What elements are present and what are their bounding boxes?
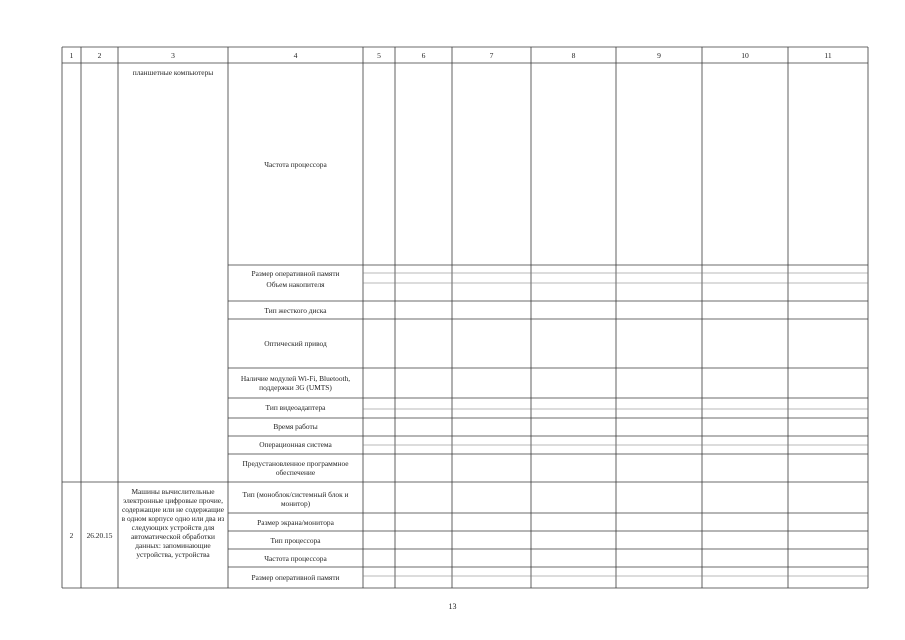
spec-ram-size-2: Размер оперативной памяти (251, 573, 340, 582)
spec-cpu-frequency: Частота процессора (264, 160, 327, 169)
spec-preinstalled-software: Предустановленное программное обеспечение (242, 459, 349, 477)
section2-code: 26.20.15 (86, 531, 113, 540)
spec-video-adapter: Тип видеоадаптера (265, 403, 326, 412)
spec-optical-drive: Оптический привод (264, 339, 327, 348)
column-header-8: 8 (571, 51, 576, 60)
spec-hdd-type: Тип жесткого диска (264, 306, 327, 315)
spec-ram-size: Размер оперативной памяти (251, 269, 340, 278)
spec-wireless-modules: Наличие модулей Wi-Fi, Bluetooth, поддержки 3G (UMTS) (240, 374, 351, 392)
spec-cpu-frequency-2: Частота процессора (264, 554, 327, 563)
column-header-2: 2 (97, 51, 102, 60)
column-header-5: 5 (377, 51, 381, 60)
column-header-9: 9 (657, 51, 661, 60)
column-header-7: 7 (489, 51, 494, 60)
section1-col3-text: планшетные компьютеры (132, 68, 214, 77)
section2-col3-text: Машины вычислительные электронные цифровые прочие, содержащие или не содержащие в одном корпусе одно или два из следующих устройств для автоматической обработки данных: запоминающие устройства, устройства (121, 487, 225, 559)
column-header-6: 6 (421, 51, 426, 60)
spec-cpu-type: Тип процессора (270, 536, 321, 545)
page-number: 13 (448, 602, 457, 611)
column-header-4: 4 (293, 51, 298, 60)
spec-battery-time: Время работы (273, 422, 318, 431)
column-header-1: 1 (69, 51, 74, 60)
spec-form-factor: Тип (моноблок/системный блок и монитор) (242, 490, 349, 508)
spec-storage-volume: Объем накопителя (266, 280, 325, 289)
spec-operating-system: Операционная система (259, 440, 332, 449)
spec-screen-size: Размер экрана/монитора (257, 518, 334, 527)
column-header-10: 10 (741, 51, 749, 60)
column-header-3: 3 (171, 51, 175, 60)
column-header-11: 11 (824, 51, 832, 60)
section2-row-number: 2 (69, 531, 74, 540)
